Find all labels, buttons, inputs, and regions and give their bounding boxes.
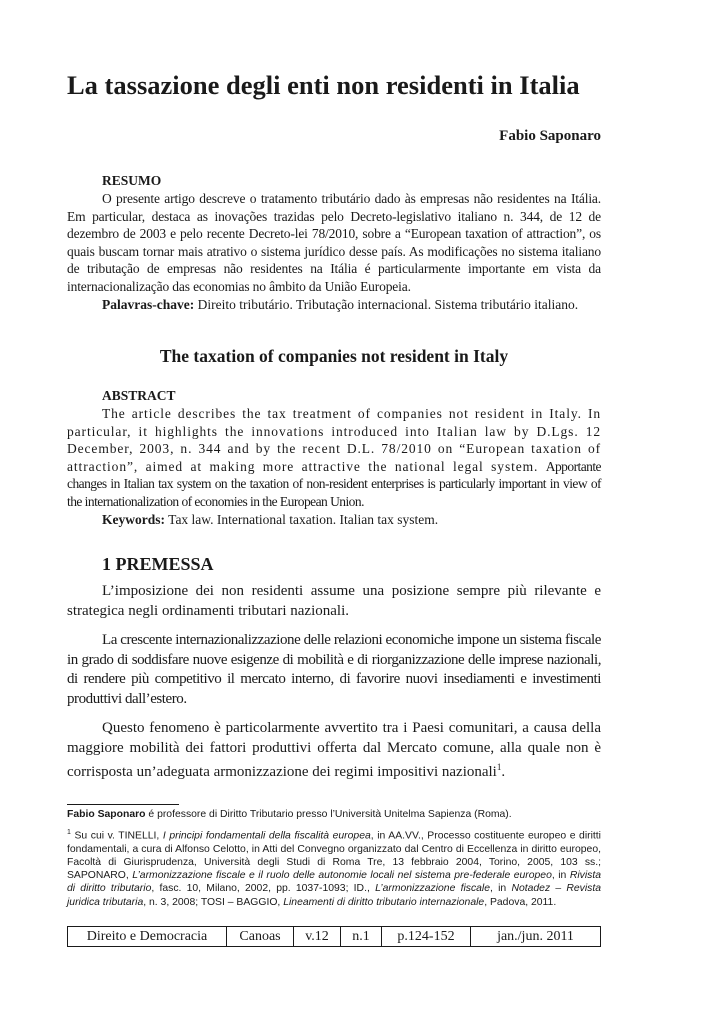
abstract-section bbox=[67, 387, 601, 528]
footnote-divider bbox=[67, 804, 179, 805]
abstract-text bbox=[67, 405, 601, 511]
footnote-1-text-e: , in bbox=[551, 870, 570, 882]
footer-number: n.1 bbox=[341, 927, 382, 947]
footer-volume: v.12 bbox=[294, 927, 341, 947]
citation-footer bbox=[67, 926, 601, 947]
footnote-1-text-i: , in bbox=[490, 883, 512, 895]
footnote-1-text-a: Su cui v. TINELLI, bbox=[70, 830, 163, 842]
footnote-1-text-k: , n. 3, 2008; TOSI – BAGGIO, bbox=[143, 896, 284, 908]
body-paragraph-3-end: . bbox=[501, 764, 506, 780]
abstract-keywords bbox=[102, 511, 601, 529]
footnote-1 bbox=[67, 826, 601, 909]
author-footnote bbox=[67, 808, 601, 821]
section-heading-premessa: 1 PREMESSA bbox=[102, 554, 214, 574]
footnotes bbox=[67, 808, 601, 914]
resumo-keywords-label: Palavras-chave: bbox=[102, 296, 195, 312]
abstract-label: ABSTRACT bbox=[102, 388, 176, 403]
author-name: Fabio Saponaro bbox=[499, 128, 601, 144]
footer-journal: Direito e Democracia bbox=[68, 927, 227, 947]
body-paragraph-1: L’imposizione dei non residenti assume una posizione sempre più rilevante e strategica negli ordinamenti tributari nazionali. bbox=[67, 583, 601, 619]
body-paragraph-3 bbox=[67, 719, 601, 783]
footnote-1-title-f: Rivista di diritto tributario bbox=[67, 870, 601, 895]
section-body bbox=[67, 582, 601, 793]
resumo-keywords bbox=[102, 296, 601, 314]
resumo-keywords-text: Direito tributário. Tributação internacional. Sistema tributário italiano. bbox=[197, 296, 579, 312]
body-paragraph-3-text: Questo fenomeno è particolarmente avvertito tra i Paesi comunitari, a causa della maggiore mobilità dei fattori produttivi offerta dal Mercato comune, alla quale non è corrisposta un’adeguata armonizzazione dei regimi impositivi nazionali bbox=[67, 720, 601, 780]
abstract-keywords-label: Keywords: bbox=[102, 511, 165, 527]
footnote-1-text-g: , fasc. 10, Milano, 2002, pp. 1037-1093; ID., bbox=[151, 883, 376, 895]
author-footnote-name: Fabio Saponaro bbox=[67, 809, 146, 820]
footnote-1-title-j: Notadez – Revista juridica tributaria bbox=[67, 883, 601, 908]
footer-pages: p.124-152 bbox=[382, 927, 471, 947]
resumo-section bbox=[67, 172, 601, 313]
resumo-label: RESUMO bbox=[102, 173, 162, 188]
abstract-text-part1: The article describes the tax treatment of companies not resident in Italy. In particular, it highlights the innovations introduced into Italian law by D.Lgs. 12 December, 2003, n. 344 and by the recent D.L. 78/2010 on “European taxation of attraction”, aimed at making more attractive the national legal system. bbox=[67, 406, 601, 474]
footnote-1-title-a: I principi fondamentali della fiscalità europea bbox=[162, 830, 371, 842]
author-footnote-text: é professore di Diritto Tributario presso l’Università Unitelma Sapienza (Roma). bbox=[145, 809, 512, 820]
footnote-1-text-m: , Padova, 2011. bbox=[484, 896, 557, 908]
body-paragraph-2: La crescente internazionalizzazione delle relazioni economiche impone un sistema fiscale in grado di soddisfare nuove esigenze di mobilità e di riorganizzazione delle imprese nazionali, di rendere più competitivo il mercato interno, di favorire nuovi insediamenti e investimenti produttivi dall’estero. bbox=[67, 632, 601, 707]
abstract-text-part2: Apportante changes in Italian tax system on the taxation of non-resident enterprises is particularly important in view of the internationalization of economies in the European Union. bbox=[67, 458, 601, 509]
footnote-1-title-l: Lineamenti di diritto tributario internazionale bbox=[283, 896, 485, 908]
footer-date: jan./jun. 2011 bbox=[471, 927, 601, 947]
footer-city: Canoas bbox=[227, 927, 294, 947]
article-title: La tassazione degli enti non residenti in Italia bbox=[67, 70, 580, 100]
footnote-1-mark: 1 bbox=[67, 829, 71, 837]
abstract-keywords-text: Tax law. International taxation. Italian tax system. bbox=[168, 511, 439, 527]
footnote-1-title-d: L’armonizzazione fiscale e il ruolo delle autonomie locali nel sistema pre-federale europeo bbox=[132, 870, 552, 882]
footnote-1-text-c: , in AA.VV., Processo costituente europeo e diritti fondamentali, a cura di Alfonso Celotto, in Atti del Convegno organizzato dal Centro di Eccellenza in diritto europeo, Facoltà di Giurisprudenza, Università degli Studi di Roma Tre, 13 febbraio 2004, Torino, 2005, 103 ss.; SAPONARO, bbox=[67, 830, 601, 882]
footnote-ref-1[interactable]: 1 bbox=[496, 762, 502, 772]
english-title: The taxation of companies not resident in Italy bbox=[159, 346, 509, 366]
resumo-text: O presente artigo descreve o tratamento tributário dado às empresas não residentes na Itália. Em particular, destaca as inovações trazidas pelo Decreto-legislativo italiano n. 344, de 12 de dezembro de 2003 e pelo recente Decreto-lei 78/2010, sobre a “European taxation of attraction”, os quais buscam tornar mais atrativo o sistema jurídico desse país. As modificações no sistema italiano de tributação de empresas não residentes na Itália é particularmente importante em vista da internacionalização das economias no âmbito da União Europeia. bbox=[67, 191, 601, 294]
footnote-1-title-h: L’armonizzazione fiscale bbox=[375, 883, 491, 895]
